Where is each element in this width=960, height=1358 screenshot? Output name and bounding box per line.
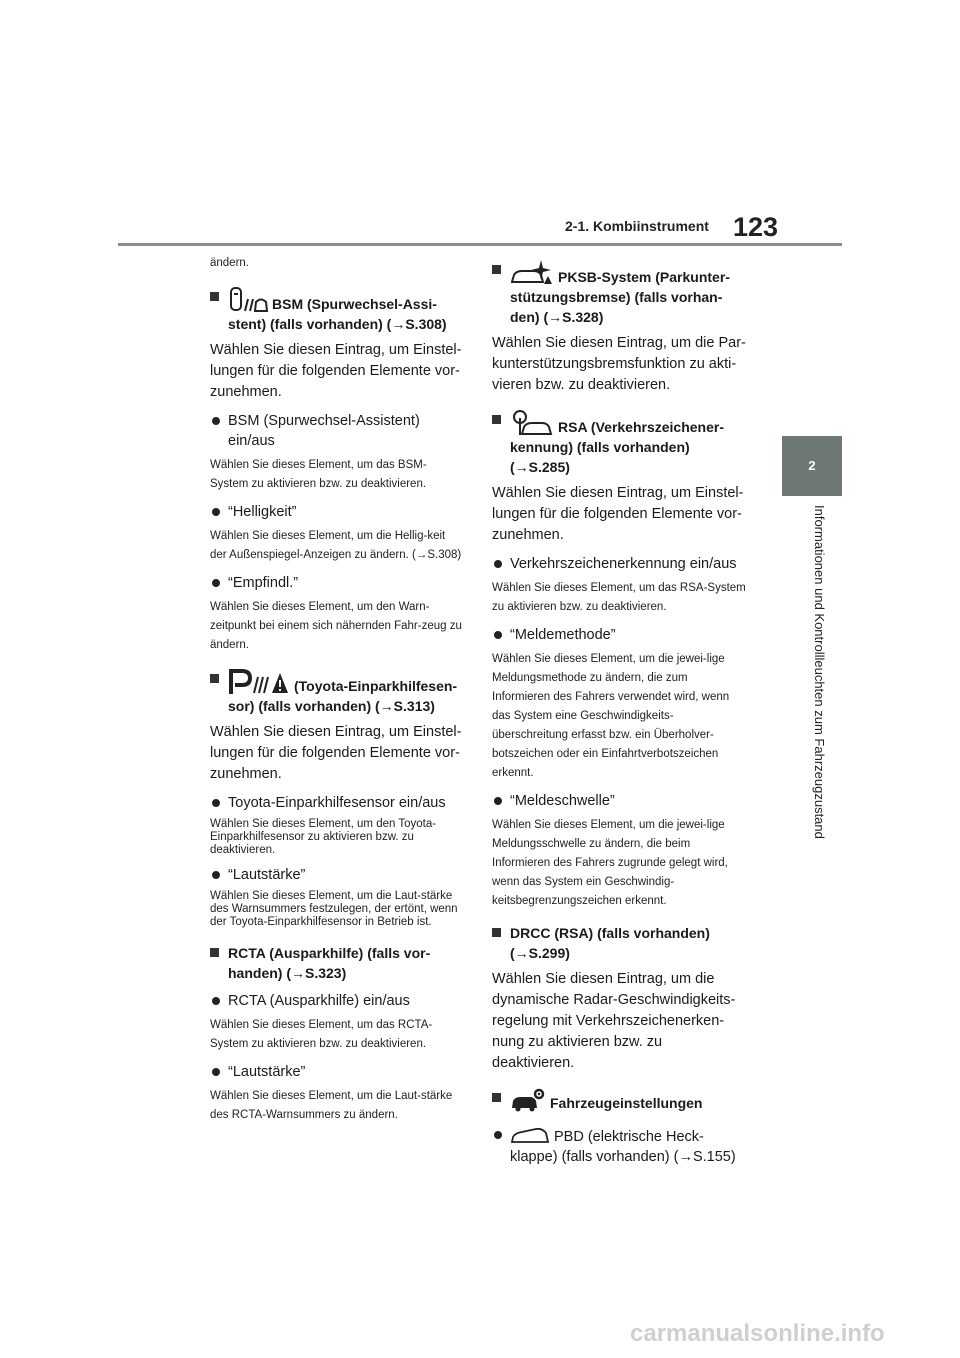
parking-item-1-desc: Wählen Sie dieses Element, um den Toyota-Einparkhilfesensor zu aktivieren bzw. zu deaktivieren. bbox=[210, 818, 437, 856]
square-bullet-icon bbox=[492, 265, 501, 274]
square-bullet-icon bbox=[492, 415, 501, 424]
drcc-heading-text: DRCC (RSA) (falls vorhanden) (→S.299) bbox=[510, 925, 710, 961]
square-bullet-icon bbox=[210, 674, 219, 683]
header-rule bbox=[118, 243, 842, 246]
round-bullet-icon bbox=[494, 631, 502, 639]
rsa-item-2: “Meldemethode” bbox=[492, 625, 748, 645]
rcta-item-2: “Lautstärke” bbox=[210, 1062, 465, 1082]
round-bullet-icon bbox=[212, 417, 220, 425]
bsm-item-3: “Empfindl.” bbox=[210, 573, 465, 593]
rcta-item-1-desc: Wählen Sie dieses Element, um das RCTA-System zu aktivieren bzw. zu deaktivieren. bbox=[210, 1019, 433, 1050]
rcta-item-1: RCTA (Ausparkhilfe) ein/aus bbox=[210, 991, 465, 1011]
pksb-heading bbox=[492, 260, 748, 327]
vehicle-settings-heading bbox=[492, 1088, 748, 1113]
square-bullet-icon bbox=[210, 948, 219, 957]
square-bullet-icon bbox=[210, 292, 219, 301]
bsm-item-3-desc: Wählen Sie dieses Element, um den Warn-zeitpunkt bei einem sich nähernden Fahr-zeug zu ändern. bbox=[210, 601, 462, 651]
bsm-body: Wählen Sie diesen Eintrag, um Einstel-lungen für die folgenden Elemente vor-zunehmen. bbox=[210, 342, 462, 400]
pksb-icon bbox=[510, 260, 554, 286]
section-title: 2-1. Kombiinstrument bbox=[565, 218, 709, 234]
drcc-heading bbox=[492, 923, 748, 963]
rcta-heading-text: RCTA (Ausparkhilfe) (falls vor-handen) (→S.323) bbox=[228, 945, 431, 981]
round-bullet-icon bbox=[212, 997, 220, 1005]
pksb-heading-text: PKSB-System (Parkunter-stützungsbremse) (falls vorhan-den) (→S.328) bbox=[510, 269, 730, 325]
parking-heading-text: (Toyota-Einparkhilfesen-sor) (falls vorhanden) (→S.313) bbox=[228, 678, 458, 714]
parking-item-2-desc: Wählen Sie dieses Element, um die Laut-stärke des Warnsummers festzulegen, der ertönt, wenn der Toyota-Einparkhilfesensor in Betrieb ist. bbox=[210, 890, 458, 928]
power-back-door-icon bbox=[510, 1125, 550, 1145]
parking-sensor-icon bbox=[228, 669, 290, 695]
watermark: carmanualsonline.info bbox=[630, 1320, 885, 1347]
rsa-heading-text: RSA (Verkehrszeichener-kennung) (falls vorhanden) (→S.285) bbox=[510, 419, 724, 475]
rsa-item-1-desc: Wählen Sie dieses Element, um das RSA-System zu aktivieren bzw. zu deaktivieren. bbox=[492, 582, 746, 613]
bsm-icon bbox=[228, 287, 268, 313]
bsm-item-2-desc: Wählen Sie dieses Element, um die Hellig-keit der Außenspiegel-Anzeigen zu ändern. (→S.308) bbox=[210, 530, 462, 561]
parking-item-2: “Lautstärke” bbox=[210, 865, 465, 885]
round-bullet-icon bbox=[494, 560, 502, 568]
square-bullet-icon bbox=[492, 928, 501, 937]
round-bullet-icon bbox=[494, 797, 502, 805]
rsa-body: Wählen Sie diesen Eintrag, um Einstel-lungen für die folgenden Elemente vor-zunehmen. bbox=[492, 485, 744, 543]
bsm-heading-text: BSM (Spurwechsel-Assi-stent) (falls vorhanden) (→S.308) bbox=[228, 296, 447, 332]
bsm-item-1-desc: Wählen Sie dieses Element, um das BSM-System zu aktivieren bzw. zu deaktivieren. bbox=[210, 459, 427, 490]
rsa-item-1: Verkehrszeichenerkennung ein/aus bbox=[492, 554, 748, 574]
parking-body: Wählen Sie diesen Eintrag, um Einstel-lungen für die folgenden Elemente vor-zunehmen. bbox=[210, 724, 462, 782]
parking-item-1: Toyota-Einparkhilfesensor ein/aus bbox=[210, 793, 465, 813]
bsm-heading bbox=[210, 287, 465, 334]
intro-text: ändern. bbox=[210, 257, 250, 269]
rsa-heading bbox=[492, 410, 748, 477]
vehicle-settings-heading-text: Fahrzeugeinstellungen bbox=[550, 1095, 703, 1111]
rcta-item-2-desc: Wählen Sie dieses Element, um die Laut-stärke des RCTA-Warnsummers zu ändern. bbox=[210, 1090, 453, 1121]
pbd-item bbox=[492, 1125, 748, 1167]
drcc-body: Wählen Sie diesen Eintrag, um die dynamische Radar-Geschwindigkeits-regelung mit Verkehrszeichenerken-nung zu aktivieren bzw. zu deaktivieren. bbox=[492, 971, 736, 1071]
round-bullet-icon bbox=[212, 1068, 220, 1076]
rsa-item-3-desc: Wählen Sie dieses Element, um die jewei-lige Meldungsschwelle zu ändern, die beim Informieren des Fahrers zugrunde gelegt wird, wenn das System ein Geschwindig-keitsbegrenzungszeichen erkennt. bbox=[492, 819, 728, 907]
parking-heading bbox=[210, 669, 465, 716]
right-column bbox=[492, 254, 748, 1172]
left-column bbox=[210, 254, 465, 1131]
rsa-icon bbox=[510, 410, 554, 436]
pksb-body: Wählen Sie diesen Eintrag, um die Par-kunterstützungsbremsfunktion zu akti-vieren bzw. zu deaktivieren. bbox=[492, 335, 746, 393]
round-bullet-icon bbox=[494, 1131, 502, 1139]
rcta-heading bbox=[210, 943, 465, 983]
chapter-title: Informationen und Kontrollleuchten zum Fahrzeugzustand bbox=[812, 505, 827, 839]
round-bullet-icon bbox=[212, 871, 220, 879]
square-bullet-icon bbox=[492, 1093, 501, 1102]
bsm-item-1: BSM (Spurwechsel-Assistent) ein/aus bbox=[210, 411, 465, 451]
round-bullet-icon bbox=[212, 799, 220, 807]
chapter-tab bbox=[782, 436, 842, 496]
bsm-item-2: “Helligkeit” bbox=[210, 502, 465, 522]
round-bullet-icon bbox=[212, 579, 220, 587]
rsa-item-2-desc: Wählen Sie dieses Element, um die jewei-lige Meldungsmethode zu ändern, die zum Informieren des Fahrers verwendet wird, wenn das System eine Geschwindigkeits-überschreitung erfasst bzw. ein Überholver-botszeichen oder ein Einfahrtverbotszeichen erkennt. bbox=[492, 653, 730, 779]
pbd-item-text: PBD (elektrische Heck-klappe) (falls vorhanden) (→S.155) bbox=[510, 1129, 736, 1165]
round-bullet-icon bbox=[212, 508, 220, 516]
chapter-number: 2 bbox=[808, 458, 816, 473]
vehicle-settings-icon bbox=[510, 1088, 546, 1112]
rsa-item-3: “Meldeschwelle” bbox=[492, 791, 748, 811]
page-number: 123 bbox=[733, 212, 779, 242]
